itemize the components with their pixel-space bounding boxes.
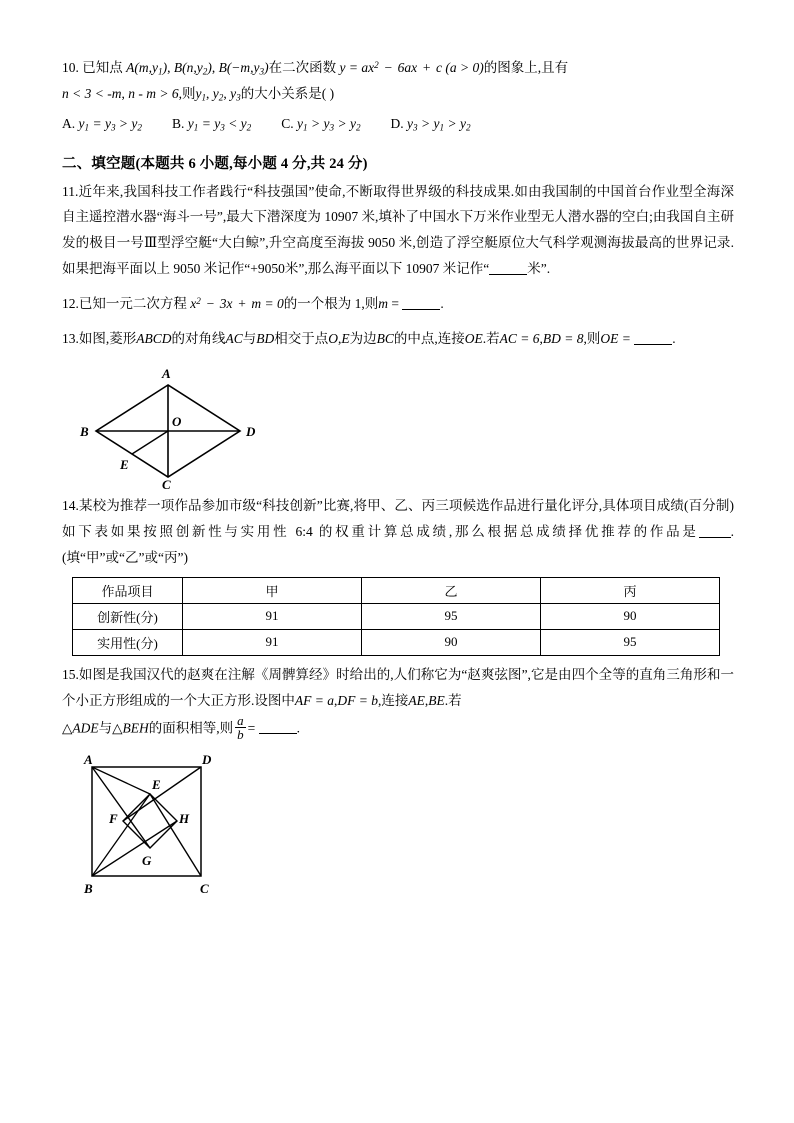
q13-o: O	[328, 331, 339, 347]
section-2-heading: 二、填空题(本题共 6 小题,每小题 4 分,共 24 分)	[62, 155, 368, 172]
q10-cond2: n - m > 6	[128, 86, 179, 102]
header-jia: 甲	[183, 577, 362, 603]
q12-text-a: 已知一元二次方程	[78, 296, 187, 312]
header-yi: 乙	[362, 577, 541, 603]
q10-marker: .	[75, 60, 79, 75]
question-13: 13.如图,菱形ABCD的对角线AC与BD相交于点O,E为边BC的中点,连接OE.若AC = 6,BD = 8,则OE = .	[62, 331, 676, 347]
q13-text-j: ,则	[583, 331, 601, 347]
q10-text-e: 的大小关系是( )	[240, 86, 335, 102]
header-item: 作品项目	[73, 577, 183, 603]
table-header-row	[73, 577, 720, 603]
segment-b-h	[92, 821, 177, 876]
q15-text-e: .若	[444, 692, 462, 708]
q15-number: 15	[62, 666, 76, 682]
row-label-innovation: 创新性(分)	[73, 603, 183, 629]
q13-text-c: 与	[242, 331, 257, 347]
zhaoshuang-diagram	[76, 751, 246, 901]
fraction-numerator: a	[237, 712, 244, 728]
label-b: B	[84, 880, 93, 896]
q13-e: E	[341, 331, 350, 347]
q15-fraction	[235, 714, 245, 741]
label-a: A	[162, 366, 171, 381]
score-table	[72, 577, 720, 656]
q12-number: 12	[62, 296, 76, 312]
q10-point-c: $B(-m,y_3)$	[218, 60, 269, 77]
q10-y1: $y_1$	[195, 86, 207, 103]
q10-y2: $y_2$	[212, 86, 224, 103]
q12-blank[interactable]	[402, 296, 440, 310]
choice-b-letter: B	[172, 116, 182, 132]
q11-text: 近年来,我国科技工作者践行“科技强国”使命,不断取得世界级的科技成果.如由我国制的中国首台作业型全海深自主遥控潜水器“海斗一号”,最大下潜深度为 10907 米,填补了中国水下万米作业型无人潜水器的空白;由我国自主研发的极目一号Ⅲ型浮空艇“大白鲸”,升空高度至海拔 9050 米,创造了浮空艇原位大气科学观测海拔最高的世界记录.如果把海平面以上 9050 米记作“+9050米”,那么海平面以下 10907 米记作“	[62, 183, 734, 277]
table-row	[73, 603, 720, 629]
cell-innovation-yi: 95	[362, 603, 541, 629]
q10-text-c: 的图象上,且有	[483, 60, 569, 75]
q13-bd-val: BD = 8	[542, 331, 584, 347]
q15-blank[interactable]	[259, 720, 297, 734]
choice-d[interactable]: D. $y_3 > y_1 > y_2$	[390, 116, 471, 133]
q13-bd: BD	[256, 331, 275, 347]
q15-text-c: ,连接	[377, 692, 409, 708]
q12-text-c: .	[440, 296, 444, 312]
q12-m-var: m	[378, 296, 388, 312]
header-bing: 丙	[541, 577, 720, 603]
q13-oe: OE	[464, 331, 483, 347]
q11-blank[interactable]	[489, 261, 527, 275]
q12-eq-sign: =	[391, 296, 399, 312]
q13-ac-val: AC = 6	[499, 331, 540, 347]
q10-text-a: 已知点	[82, 60, 123, 75]
q13-text-h: .若	[482, 331, 500, 347]
q13-bc: BC	[376, 331, 394, 347]
label-e: E	[152, 776, 161, 792]
q10-cond1: n < 3 < -m	[62, 86, 122, 102]
choice-c-expr: $y_1 > y_3 > y_2$	[297, 116, 361, 133]
choice-b-expr: $y_1 = y_3 < y_2$	[187, 116, 252, 133]
fraction-denominator: b	[237, 726, 244, 742]
q13-number: 13	[62, 331, 76, 347]
q15-ae: AE	[408, 692, 425, 708]
question-15: 15.如图是我国汉代的赵爽在注解《周髀算经》时给出的,人们称它为“赵爽弦图”,它是由四个全等的直角三角形和一个小正方形组成的一个大正方形.设图中AF = a,DF = b,连接AE,BE.若 △ADE与△BEH的面积相等,则 $\frac{a}{b}$ = .	[62, 666, 734, 742]
q13-text-k: .	[672, 331, 676, 347]
label-f: F	[109, 810, 118, 826]
segment-oe	[132, 431, 168, 454]
q15-eq: =	[247, 720, 256, 735]
q10-y3: $y_3$	[230, 86, 241, 103]
cell-practicality-jia: 91	[183, 629, 362, 655]
q11-text-tail: 米”.	[527, 261, 551, 277]
rhombus-diagram	[76, 361, 306, 489]
q10-sep: ,	[121, 86, 125, 102]
q13-ac: AC	[225, 331, 243, 347]
label-b: B	[80, 424, 89, 439]
row-label-practicality: 实用性(分)	[73, 629, 183, 655]
q15-triangle-ade: △ADE	[62, 720, 99, 735]
q12-text-b: 的一个根为 1,则	[283, 296, 379, 312]
q13-text-g: 的中点,连接	[393, 331, 465, 347]
question-10: 10. 已知点 $A(m,y_1)$, $B(n,y_2)$, $B(-m,y_3)$在二次函数 $y = ax^2 - 6ax + c$ (a > 0)的图象上,且有 n < 3 < -m, n - m > 6,则$y_1$, $y_2$, $y_3$的大小关系是( ) A. $y_1 = y_3 > y_2$ B. $y_1 = y_3 < y_2$ C. $y_1 > y_3 > y_2$ D. $y_3 > y_1 > y_2$	[62, 55, 734, 138]
q10-choices	[62, 111, 734, 137]
q13-text-f: 为边	[349, 331, 377, 347]
q15-af: AF = a	[294, 692, 334, 708]
label-c: C	[200, 880, 209, 896]
q15-text-b: ,	[333, 692, 338, 708]
q15-be: BE	[428, 692, 445, 708]
page-content	[62, 55, 734, 901]
label-a: A	[84, 751, 93, 767]
q15-text-f: 与	[98, 720, 113, 735]
q15-text-g: 的面积相等,则	[148, 720, 234, 735]
q15-text-a: 如图是我国汉代的赵爽在注解《周髀算经》时给出的,人们称它为“赵爽弦图”,它是由四个全等的直角三角形和一个小正方形组成的一个大正方形.设图中	[62, 666, 734, 708]
q13-text-e: ,	[338, 331, 342, 347]
q13-oe-eq: OE =	[600, 331, 631, 347]
q14-text-a: 某校为推荐一项作品参加市级“科技创新”比赛,将甲、乙、丙三项候选作品进行量化评分,具体项目成绩(百分制)如下表如果按照创新性与实用性 6:4 的权重计算总成绩,那么根据总成绩择优推荐的作品是	[62, 498, 734, 539]
q12-equation: $x^2 - 3x + m = 0$	[190, 296, 284, 312]
q15-text-h: .	[296, 720, 300, 735]
choice-c[interactable]: C. $y_1 > y_3 > y_2$	[281, 116, 361, 133]
segment-c-e	[150, 794, 201, 876]
cell-innovation-jia: 91	[183, 603, 362, 629]
cell-practicality-bing: 95	[541, 629, 720, 655]
q13-text-i: ,	[539, 331, 543, 347]
q10-function: $y = ax^2 - 6ax + c$ (a > 0)	[339, 59, 484, 75]
q13-abcd: ABCD	[136, 331, 172, 347]
cell-practicality-yi: 90	[362, 629, 541, 655]
choice-a[interactable]: A. $y_1 = y_3 > y_2$	[62, 116, 142, 133]
segment-a-e	[92, 767, 150, 794]
q15-line3	[62, 714, 734, 741]
cell-innovation-bing: 90	[541, 603, 720, 629]
choice-a-letter: A	[62, 116, 72, 132]
q11-number: 11	[62, 183, 75, 199]
choice-d-letter: D	[390, 116, 401, 132]
label-c: C	[162, 477, 171, 489]
label-h: H	[179, 810, 190, 826]
q13-figure-wrapper	[76, 361, 734, 489]
q13-text-b: 的对角线	[171, 331, 226, 347]
label-e: E	[120, 457, 129, 472]
question-12: 12.已知一元二次方程 $x^2 - 3x + m = 0$的一个根为 1,则m = .	[62, 296, 444, 312]
q14-text-b: .(填“甲”或“乙”或“丙”)	[62, 523, 734, 565]
q15-figure-wrapper	[76, 751, 734, 901]
label-d: D	[246, 424, 256, 439]
q14-blank[interactable]	[699, 524, 731, 538]
q10-text-b: 在二次函数	[268, 60, 337, 75]
q15-text-d: ,	[424, 692, 429, 708]
table-row	[73, 629, 720, 655]
question-11: 11.近年来,我国科技工作者践行“科技强国”使命,不断取得世界级的科技成果.如由我国制的中国首台作业型全海深自主遥控潜水器“海斗一号”,最大下潜深度为 10907 米,填补了中国水下万米作业型无人潜水器的空白;由我国自主研发的极目一号Ⅲ型浮空艇“大白鲸”,升空高度至海拔 9050 米,创造了浮空艇原位大气科学观测海拔最高的世界记录.如果把海平面以上 9050 米记作“+9050米”,那么海平面以下 10907 米记作“ 米”.	[62, 183, 734, 277]
question-14: 14.某校为推荐一项作品参加市级“科技创新”比赛,将甲、乙、丙三项候选作品进行量化评分,具体项目成绩(百分制)如下表如果按照创新性与实用性 6:4 的权重计算总成绩,那么根据总成绩择优推荐的作品是 .(填“甲”或“乙”或“丙”)	[62, 498, 734, 565]
q15-triangle-beh: △BEH	[112, 720, 149, 735]
label-g: G	[142, 852, 152, 868]
label-o: O	[172, 414, 182, 429]
q13-blank[interactable]	[634, 331, 672, 345]
q14-number: 14	[62, 498, 76, 513]
q10-text-d: ,则	[178, 86, 196, 102]
q15-df: DF = b	[337, 692, 378, 708]
choice-a-expr: $y_1 = y_3 > y_2$	[78, 116, 142, 133]
q10-point-b: $B(n,y_2)$	[173, 60, 212, 77]
q10-line2: n < 3 < -m, n - m > 6,则$y_1$, $y_2$, $y_3$的大小关系是( )	[62, 86, 335, 103]
q13-text-a: 如图,菱形	[78, 331, 137, 347]
q10-number: 10	[62, 60, 76, 75]
label-d: D	[202, 751, 212, 767]
q13-text-d: 相交于点	[274, 331, 329, 347]
choice-b[interactable]: B. $y_1 = y_3 < y_2$	[172, 116, 252, 133]
choice-c-letter: C	[281, 116, 291, 132]
choice-d-expr: $y_3 > y_1 > y_2$	[407, 116, 471, 133]
q10-point-a: $A(m,y_1)$	[126, 60, 168, 77]
